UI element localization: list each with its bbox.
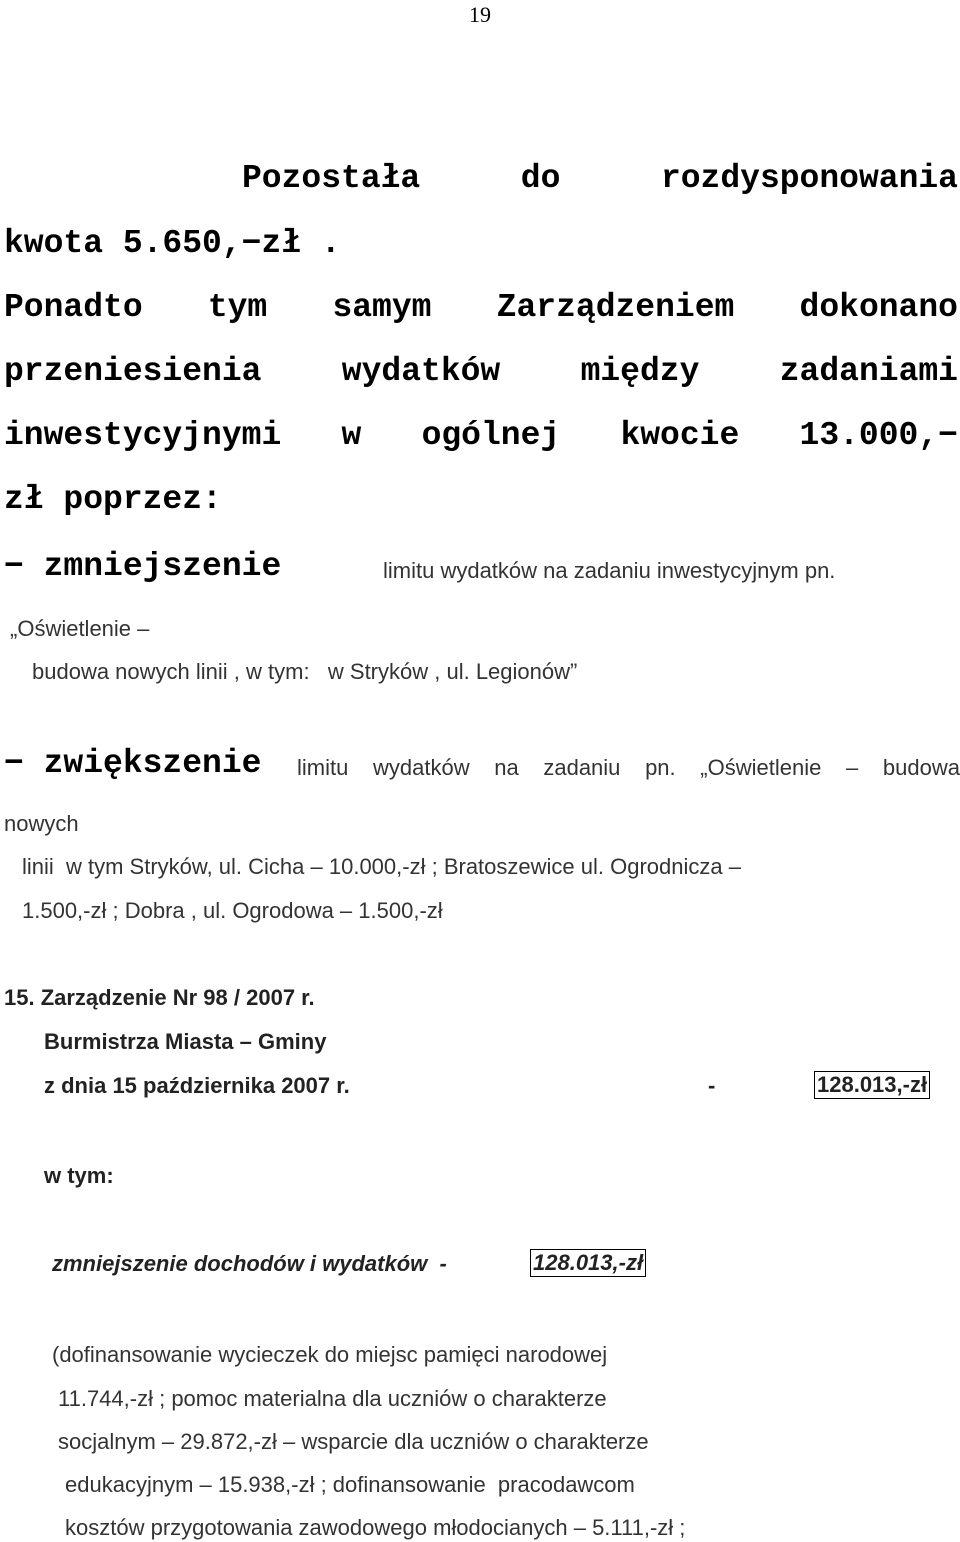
para1-word: rozdysponowania — [660, 160, 958, 197]
section15-heading: 15. Zarządzenie Nr 98 / 2007 r. — [4, 985, 315, 1010]
para2-word: Ponadto — [4, 289, 143, 326]
increase-word: wydatków — [372, 755, 470, 780]
para2-word: kwocie — [620, 417, 740, 454]
reduction-label: zmniejszenie dochodów i wydatków - — [52, 1251, 447, 1276]
para2-word: 13.000,− — [799, 417, 958, 454]
decrease-label: − zmniejszenie — [4, 548, 282, 585]
increase-word: zadaniu — [543, 755, 621, 780]
para2-word: zadaniami — [779, 353, 958, 390]
increase-text — [297, 755, 960, 781]
increase-line2: nowych — [4, 811, 79, 836]
para2-word: dokonano — [799, 289, 958, 326]
para2-word: przeniesienia — [4, 353, 262, 390]
details-line: socjalnym – 29.872,-zł – wsparcie dla uczniów o charakterze — [58, 1429, 649, 1454]
para2-word: samym — [332, 289, 432, 326]
section15-amount: 128.013,-zł — [814, 1071, 930, 1099]
decrease-text: limitu wydatków na zadaniu inwestycyjnym pn. — [383, 558, 836, 583]
increase-word: limitu — [297, 755, 349, 780]
reduction-amount: 128.013,-zł — [530, 1249, 646, 1277]
section15-line3: z dnia 15 października 2007 r. — [44, 1073, 350, 1098]
para1-line1 — [242, 160, 958, 197]
details-line: 11.744,-zł ; pomoc materialna dla uczniów o charakterze — [58, 1386, 607, 1411]
increase-line4: 1.500,-zł ; Dobra , ul. Ogrodowa – 1.500,-zł — [22, 898, 443, 923]
para2-word: ogólnej — [421, 417, 561, 454]
increase-word: „Oświetlenie — [700, 755, 822, 780]
para1-line2: kwota 5.650,−zł . — [4, 225, 341, 262]
para2-word: wydatków — [341, 353, 501, 390]
section15-dash: - — [708, 1073, 716, 1098]
para2-word: między — [580, 353, 700, 390]
increase-word: – — [845, 755, 859, 780]
section15-in-that: w tym: — [44, 1163, 114, 1188]
para1-word: do — [520, 160, 561, 197]
para2-line1 — [4, 289, 958, 326]
details-line: kosztów przygotowania zawodowego młodocianych – 5.111,-zł ; — [65, 1515, 686, 1540]
increase-word: pn. — [645, 755, 676, 780]
para2-line2 — [4, 353, 958, 390]
increase-word: na — [494, 755, 519, 780]
page-number: 19 — [469, 2, 491, 27]
para2-word: tym — [207, 289, 268, 326]
decrease-line2: „Oświetlenie – — [10, 616, 150, 641]
increase-line3: linii w tym Stryków, ul. Cicha – 10.000,-zł ; Bratoszewice ul. Ogrodnicza – — [22, 854, 741, 879]
details-line: edukacyjnym – 15.938,-zł ; dofinansowanie pracodawcom — [65, 1472, 635, 1497]
para2-word: inwestycyjnymi — [4, 417, 282, 454]
para1-word: Pozostała — [242, 160, 421, 197]
increase-word: budowa — [882, 755, 960, 780]
decrease-line3: budowa nowych linii , w tym: w Stryków , ul. Legionów” — [32, 659, 578, 684]
details-line: (dofinansowanie wycieczek do miejsc pamięci narodowej — [52, 1342, 608, 1367]
para2-line4: zł poprzez: — [4, 481, 222, 518]
section15-line2: Burmistrza Miasta – Gminy — [44, 1029, 327, 1054]
increase-label: − zwiększenie — [4, 745, 262, 782]
para2-line3 — [4, 417, 958, 454]
para2-word: Zarządzeniem — [496, 289, 735, 326]
para2-word: w — [341, 417, 362, 454]
